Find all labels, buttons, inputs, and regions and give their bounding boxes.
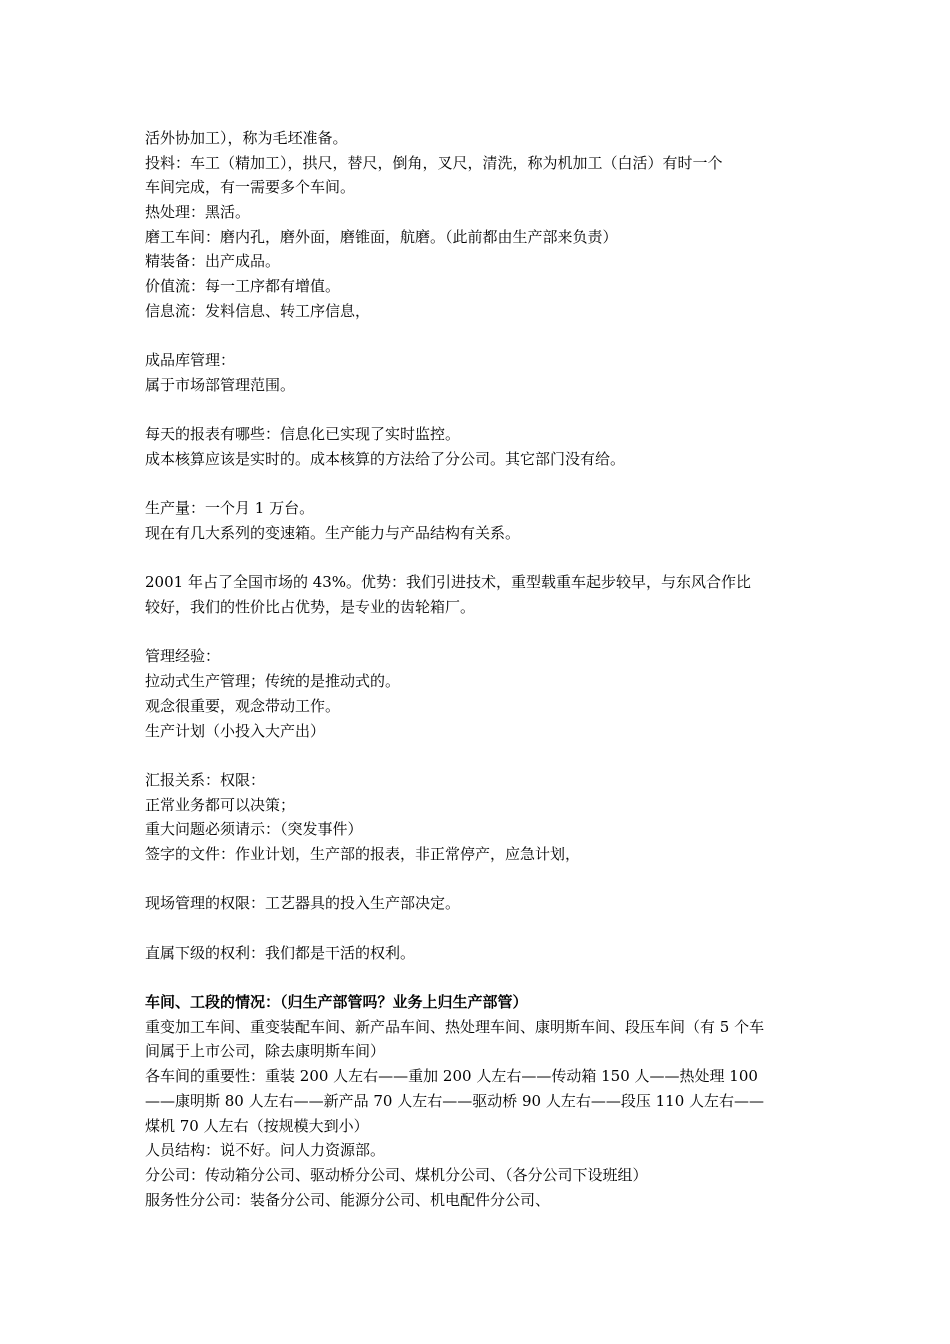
- text-line: 属于市场部管理范围。: [145, 375, 296, 394]
- blank-line: [145, 965, 810, 990]
- document-page: [145, 126, 810, 1212]
- text-line: 各车间的重要性：重装 200 人左右——重加 200 人左右——传动箱 150 人——热处理 100: [145, 1067, 758, 1086]
- text-line: 煤机 70 人左右（按规模大到小）: [145, 1116, 369, 1135]
- text-line: 投料：车工（精加工），拱尺，替尺，倒角，叉尺，清洗，称为机加工（白活）有时一个: [145, 153, 723, 172]
- blank-line: [145, 546, 810, 571]
- text-line: 分公司：传动箱分公司、驱动桥分公司、煤机分公司、（各分公司下设班组）: [145, 1165, 648, 1184]
- blank-line: [145, 916, 810, 941]
- text-line: 成本核算应该是实时的。成本核算的方法给了分公司。其它部门没有给。: [145, 449, 626, 468]
- blank-line: [145, 324, 810, 349]
- text-line: 现在有几大系列的变速箱。生产能力与产品结构有关系。: [145, 524, 521, 542]
- text-line: 2001 年占了全国市场的 43%。优势：我们引进技术，重型载重车起步较早，与东风合作比: [145, 573, 752, 592]
- section-heading: 成品库管理：: [145, 351, 236, 370]
- text-line: 每天的报表有哪些：信息化已实现了实时监控。: [145, 425, 461, 444]
- text-line: 信息流：发料信息、转工序信息，: [145, 301, 371, 320]
- text-line: 热处理：黑活。: [145, 203, 251, 222]
- text-line: 活外协加工），称为毛坯准备。: [145, 129, 348, 147]
- text-line: 观念很重要，观念带动工作。: [145, 696, 341, 715]
- text-line: 拉动式生产管理；传统的是推动式的。: [145, 672, 401, 691]
- blank-line: [145, 398, 810, 423]
- text-line: 服务性分公司：装备分公司、能源分公司、机电配件分公司、: [145, 1190, 551, 1209]
- text-line: 生产计划（小投入大产出）: [145, 721, 326, 740]
- text-line: 磨工车间：磨内孔，磨外面，磨锥面，航磨。（此前都由生产部来负责）: [145, 227, 618, 246]
- text-line: ——康明斯 80 人左右——新产品 70 人左右——驱动桥 90 人左右——段压 110 人左右——: [145, 1091, 765, 1110]
- section-heading: 汇报关系：权限：: [145, 770, 266, 789]
- text-line: 人员结构：说不好。问人力资源部。: [145, 1141, 386, 1160]
- text-line: 重变加工车间、重变装配车间、新产品车间、热处理车间、康明斯车间、段压车间（有 5 个车: [145, 1017, 765, 1036]
- bold-section-heading: 车间、工段的情况：（归生产部管吗？业务上归生产部管）: [145, 993, 528, 1012]
- text-line: 正常业务都可以决策；: [145, 795, 296, 814]
- text-line: 签字的文件：作业计划，生产部的报表，非正常停产，应急计划，: [145, 844, 581, 863]
- blank-line: [145, 867, 810, 892]
- text-line: 生产量：一个月 1 万台。: [145, 499, 315, 518]
- text-line: 间属于上市公司，除去康明斯车间）: [145, 1042, 386, 1061]
- text-line: 直属下级的权利：我们都是干活的权利。: [145, 943, 416, 962]
- text-line: 车间完成，有一需要多个车间。: [145, 178, 356, 197]
- text-line: 重大问题必须请示：（突发事件）: [145, 820, 363, 839]
- blank-line: [145, 743, 810, 768]
- text-line: 价值流：每一工序都有增值。: [145, 277, 341, 296]
- section-heading: 管理经验：: [145, 647, 221, 666]
- blank-line: [145, 472, 810, 497]
- text-line: 较好，我们的性价比占优势，是专业的齿轮箱厂。: [145, 598, 476, 617]
- blank-line: [145, 620, 810, 645]
- text-line: 现场管理的权限：工艺器具的投入生产部决定。: [145, 894, 461, 913]
- text-line: 精装备：出产成品。: [145, 252, 281, 271]
